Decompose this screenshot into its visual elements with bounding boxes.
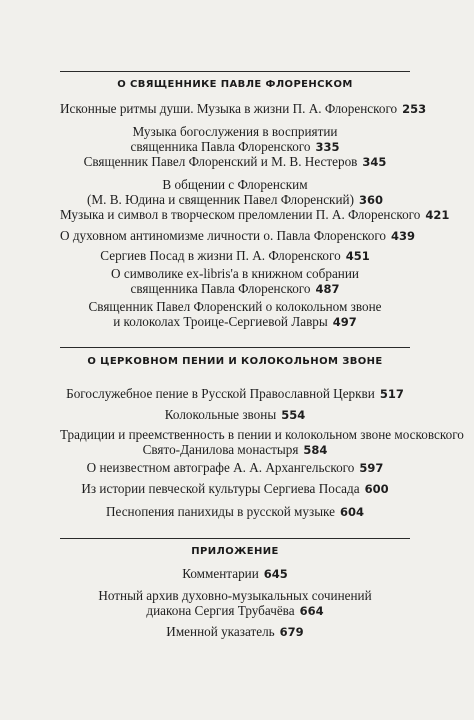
page-number: 584 <box>303 443 328 457</box>
toc-entry <box>60 177 410 208</box>
toc-entry <box>60 124 410 155</box>
entry-line: Сергиев Посад в жизни П. А. Флоренского 451 <box>100 248 370 263</box>
entry-line: Исконные ритмы души. Музыка в жизни П. А. Флоренского 253 <box>60 101 427 116</box>
entry-line: Музыка и символ в творческом преломлении П. А. Флоренского 421 <box>60 207 450 222</box>
toc-entry <box>60 427 464 458</box>
entry-line: О символике ex-libris'а в книжном собрании <box>111 266 359 281</box>
entry-line: Колокольные звоны 554 <box>164 407 306 422</box>
toc-entry <box>60 504 410 520</box>
page-number: 335 <box>315 140 340 154</box>
top-rule <box>60 71 410 72</box>
page-number: 664 <box>299 604 324 618</box>
page-number: 421 <box>425 208 450 222</box>
page-number: 497 <box>332 315 357 329</box>
entry-line: Традиции и преемственность в пении и колокольном звоне московского <box>60 427 464 442</box>
section-heading: О СВЯЩЕННИКЕ ПАВЛЕ ФЛОРЕНСКОМ <box>117 79 353 90</box>
entry-line: О неизвестном автографе А. А. Архангельского 597 <box>86 460 384 475</box>
entry-line: диакона Сергия Трубачёва 664 <box>146 603 324 618</box>
toc-entry <box>60 266 410 297</box>
page-number: 345 <box>362 155 387 169</box>
entry-line: Музыка богослужения в восприятии <box>132 124 338 139</box>
entry-line: священника Павла Флоренского 335 <box>130 139 340 154</box>
page-number: 253 <box>402 102 427 116</box>
toc-entry <box>60 566 410 582</box>
toc-entry <box>60 460 410 476</box>
entry-line: Комментарии 645 <box>182 566 288 581</box>
entry-line: (М. В. Юдина и священник Павел Флоренский) 360 <box>87 192 383 207</box>
toc-entry <box>60 154 410 170</box>
entry-line: Именной указатель 679 <box>166 624 304 639</box>
entry-line: В общении с Флоренским <box>162 177 308 192</box>
page-number: 645 <box>263 567 288 581</box>
section-heading: О ЦЕРКОВНОМ ПЕНИИ И КОЛОКОЛЬНОМ ЗВОНЕ <box>87 356 383 367</box>
entry-line: Богослужебное пение в Русской Православной Церкви 517 <box>66 386 404 401</box>
section-heading: ПРИЛОЖЕНИЕ <box>191 546 279 557</box>
toc-entry <box>60 299 410 330</box>
entry-line: Свято-Данилова монастыря 584 <box>142 442 328 457</box>
page-number: 439 <box>391 229 416 243</box>
entry-line: Священник Павел Флоренский и М. В. Нестеров 345 <box>83 154 387 169</box>
page-number: 554 <box>281 408 306 422</box>
entry-line: Священник Павел Флоренский о колокольном звоне <box>88 299 382 314</box>
page-number: 600 <box>364 482 389 496</box>
toc-entry <box>60 481 410 497</box>
entry-line: Нотный архив духовно-музыкальных сочинений <box>98 588 372 603</box>
toc-entry <box>60 207 450 223</box>
entry-line: Песнопения панихиды в русской музыке 604 <box>105 504 365 519</box>
toc-entry <box>60 407 410 423</box>
section-rule <box>60 347 410 348</box>
toc-entry <box>60 248 410 264</box>
page-number: 597 <box>359 461 384 475</box>
page-number: 517 <box>379 387 404 401</box>
page-number: 360 <box>358 193 383 207</box>
toc-entry <box>60 386 410 402</box>
section-rule <box>60 538 410 539</box>
toc-entry <box>60 588 410 619</box>
page-number: 451 <box>345 249 370 263</box>
entry-line: Из истории певческой культуры Сергиева Посада 600 <box>81 481 389 496</box>
entry-line: О духовном антиномизме личности о. Павла Флоренского 439 <box>60 228 416 243</box>
page-number: 487 <box>315 282 340 296</box>
toc-entry <box>60 101 427 117</box>
toc-entry <box>60 624 410 640</box>
entry-line: священника Павла Флоренского 487 <box>130 281 340 296</box>
page-number: 604 <box>340 505 365 519</box>
toc-entry <box>60 228 416 244</box>
entry-line: и колоколах Троице-Сергиевой Лавры 497 <box>113 314 357 329</box>
page-number: 679 <box>279 625 304 639</box>
